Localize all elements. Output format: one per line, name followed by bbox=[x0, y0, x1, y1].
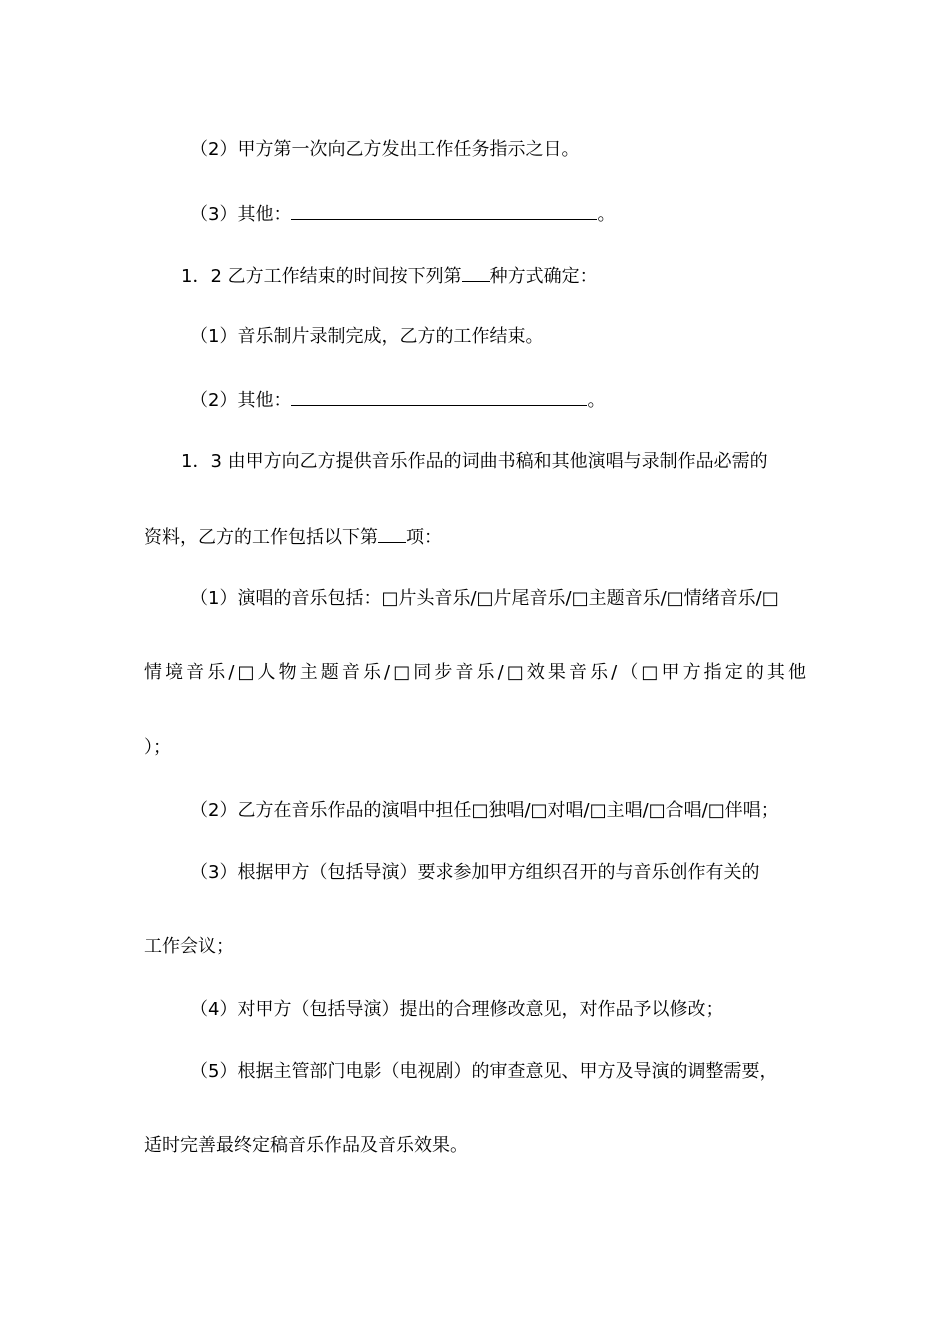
clause-1-3-line-2 bbox=[144, 524, 442, 548]
paragraph-end-option-2 bbox=[190, 387, 605, 411]
fill-in-blank[interactable] bbox=[378, 524, 406, 543]
paragraph-start-date-option-2 bbox=[190, 138, 579, 162]
paragraph-text: （4）对甲方（包括导演）提出的合理修改意见，对作品予以修改； bbox=[190, 999, 724, 1020]
paragraph-text: （3）其他： bbox=[190, 204, 292, 225]
paragraph-text: 1．3 由甲方向乙方提供音乐作品的词曲书稿和其他演唱与录制作品必需的 bbox=[181, 451, 768, 472]
paragraph-text: 项： bbox=[406, 527, 442, 548]
paragraph-text: 1．2 乙方工作结束的时间按下列第 bbox=[181, 266, 462, 287]
clause-1-2 bbox=[181, 263, 598, 287]
paragraph-text: （2）其他： bbox=[190, 390, 292, 411]
paragraph-text: （5）根据主管部门电影（电视剧）的审查意见、甲方及导演的调整需要， bbox=[190, 1061, 778, 1082]
paragraph-text: 工作会议； bbox=[144, 936, 234, 957]
item-1-line-2 bbox=[144, 661, 806, 685]
paragraph-text: ）； bbox=[144, 737, 171, 758]
paragraph-text: 情境音乐/□人物主题音乐/□同步音乐/□效果音乐/（□甲方指定的其他 bbox=[144, 662, 806, 683]
item-1-line-3 bbox=[144, 736, 171, 760]
item-5-line-1 bbox=[190, 1060, 777, 1084]
fill-in-blank[interactable] bbox=[291, 387, 587, 406]
paragraph-text: 种方式确定： bbox=[489, 266, 598, 287]
fill-in-blank[interactable] bbox=[462, 263, 490, 282]
paragraph-start-date-option-3 bbox=[190, 201, 615, 225]
paragraph-text: 适时完善最终定稿音乐作品及音乐效果。 bbox=[144, 1135, 468, 1156]
item-3-line-2 bbox=[144, 935, 234, 959]
paragraph-text: 。 bbox=[597, 204, 616, 225]
item-2 bbox=[190, 799, 779, 823]
paragraph-text: 资料，乙方的工作包括以下第 bbox=[144, 527, 378, 548]
item-1-line-1 bbox=[190, 587, 779, 611]
paragraph-end-option-1 bbox=[190, 325, 543, 349]
item-3-line-1 bbox=[190, 861, 759, 885]
item-4 bbox=[190, 998, 723, 1022]
paragraph-text: （1）演唱的音乐包括：□片头音乐/□片尾音乐/□主题音乐/□情绪音乐/□ bbox=[190, 588, 779, 609]
paragraph-text: （1）音乐制片录制完成，乙方的工作结束。 bbox=[190, 326, 544, 347]
fill-in-blank[interactable] bbox=[291, 201, 597, 220]
item-5-line-2 bbox=[144, 1134, 468, 1158]
paragraph-text: （3）根据甲方（包括导演）要求参加甲方组织召开的与音乐创作有关的 bbox=[190, 862, 760, 883]
paragraph-text: （2）乙方在音乐作品的演唱中担任□独唱/□对唱/□主唱/□合唱/□伴唱； bbox=[190, 800, 779, 821]
paragraph-text: 。 bbox=[587, 390, 606, 411]
paragraph-text: （2）甲方第一次向乙方发出工作任务指示之日。 bbox=[190, 139, 580, 160]
clause-1-3-line-1 bbox=[181, 450, 768, 474]
